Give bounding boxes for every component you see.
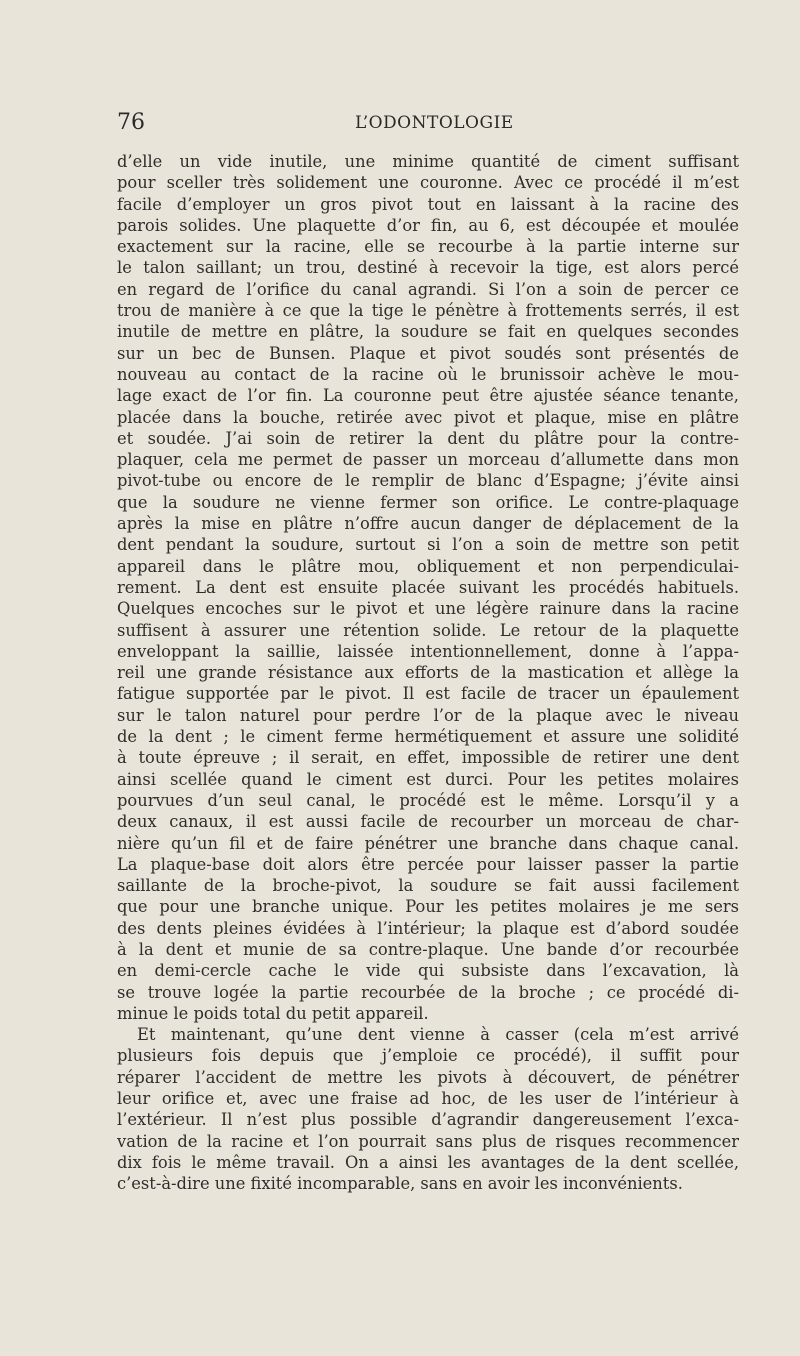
text-line: se trouve logée la partie recourbée de la broche ; ce procédé di- [117, 982, 739, 1002]
text-line: pour sceller très solidement une couronne. Avec ce procédé il m’est [117, 173, 739, 193]
text-line: dent pendant la soudure, surtout si l’on a soin de mettre son petit [117, 535, 739, 555]
text-line: placée dans la bouche, retirée avec pivot et plaque, mise en plâtre [117, 407, 739, 427]
text-line: sur un bec de Bunsen. Plaque et pivot soudés sont présentés de [117, 343, 739, 363]
text-line: Et maintenant, qu’une dent vienne à casser (cela m’est arrivé [137, 1025, 739, 1045]
text-line: l’extérieur. Il n’est plus possible d’agrandir dangereusement l’exca- [117, 1110, 739, 1130]
text-line: dix fois le même travail. On a ainsi les avantages de la dent scellée, [117, 1152, 739, 1172]
text-line: plusieurs fois depuis que j’emploie ce procédé), il suffit pour [117, 1046, 739, 1066]
text-line: parois solides. Une plaquette d’or fin, au 6, est découpée et moulée [117, 215, 739, 235]
text-line: nière qu’un fil et de faire pénétrer une branche dans chaque canal. [117, 833, 739, 853]
text-line: leur orifice et, avec une fraise ad hoc, de les user de l’intérieur à [117, 1089, 739, 1109]
text-line: sur le talon naturel pour perdre l’or de la plaque avec le niveau [117, 705, 739, 725]
text-line: suffisent à assurer une rétention solide. Le retour de la plaquette [117, 620, 739, 640]
text-line: en demi-cercle cache le vide qui subsiste dans l’excavation, là [117, 961, 739, 981]
text-line: trou de manière à ce que la tige le pénètre à frottements serrés, il est [117, 301, 739, 321]
text-line: inutile de mettre en plâtre, la soudure se fait en quelques secondes [117, 322, 739, 342]
text-line: à toute épreuve ; il serait, en effet, impossible de retirer une dent [117, 748, 739, 768]
text-line: saillante de la broche-pivot, la soudure se fait aussi facilement [117, 876, 739, 896]
text-line: des dents pleines évidées à l’intérieur; la plaque est d’abord soudée [117, 918, 739, 938]
body-text [117, 151, 739, 1195]
text-line: vation de la racine et l’on pourrait sans plus de risques recommencer [117, 1131, 739, 1151]
text-line: que pour une branche unique. Pour les petites molaires je me sers [117, 897, 739, 917]
text-line: que la soudure ne vienne fermer son orifice. Le contre-plaquage [117, 492, 739, 512]
text-line: Quelques encoches sur le pivot et une légère rainure dans la racine [117, 599, 739, 619]
text-line: en regard de l’orifice du canal agrandi. Si l’on a soin de percer ce [117, 279, 739, 299]
text-line: La plaque-base doit alors être percée pour laisser passer la partie [117, 854, 739, 874]
text-line: plaquer, cela me permet de passer un morceau d’allumette dans mon [117, 450, 739, 470]
text-line: fatigue supportée par le pivot. Il est facile de tracer un épaulement [117, 684, 739, 704]
text-line: pourvues d’un seul canal, le procédé est le même. Lorsqu’il y a [117, 790, 739, 810]
journal-title: L’ODONTOLOGIE [355, 113, 514, 133]
text-line: pivot-tube ou encore de le remplir de blanc d’Espagne; j’évite ainsi [117, 471, 739, 491]
text-line: rement. La dent est ensuite placée suivant les procédés habituels. [117, 577, 739, 597]
text-line: et soudée. J’ai soin de retirer la dent du plâtre pour la contre- [117, 428, 739, 448]
text-line: à la dent et munie de sa contre-plaque. Une bande d’or recourbée [117, 939, 739, 959]
text-line: deux canaux, il est aussi facile de recourber un morceau de char- [117, 812, 739, 832]
text-line: c’est-à-dire une fixité incomparable, sans en avoir les inconvénients. [117, 1174, 683, 1194]
page-number: 76 [117, 110, 145, 135]
text-line: exactement sur la racine, elle se recourbe à la partie interne sur [117, 237, 739, 257]
text-line: appareil dans le plâtre mou, obliquement et non perpendiculai- [117, 556, 739, 576]
text-line: de la dent ; le ciment ferme hermétiquement et assure une solidité [117, 727, 739, 747]
text-line: réparer l’accident de mettre les pivots à découvert, de pénétrer [117, 1067, 739, 1087]
text-line: enveloppant la saillie, laissée intentionnellement, donne à l’appa- [117, 641, 739, 661]
text-line: d’elle un vide inutile, une minime quantité de ciment suffisant [117, 152, 739, 171]
text-line: le talon saillant; un trou, destiné à recevoir la tige, est alors percé [117, 258, 739, 278]
text-line: lage exact de l’or fin. La couronne peut être ajustée séance tenante, [117, 386, 739, 406]
text-line: ainsi scellée quand le ciment est durci. Pour les petites molaires [117, 769, 739, 789]
text-line: nouveau au contact de la racine où le brunissoir achève le mou- [117, 364, 739, 384]
running-header [117, 110, 739, 140]
text-line: minue le poids total du petit appareil. [117, 1003, 429, 1023]
text-line: facile d’employer un gros pivot tout en laissant à la racine des [117, 194, 739, 214]
text-line: reil une grande résistance aux efforts de la mastication et allège la [117, 663, 739, 683]
text-line: après la mise en plâtre n’offre aucun danger de déplacement de la [117, 514, 739, 534]
